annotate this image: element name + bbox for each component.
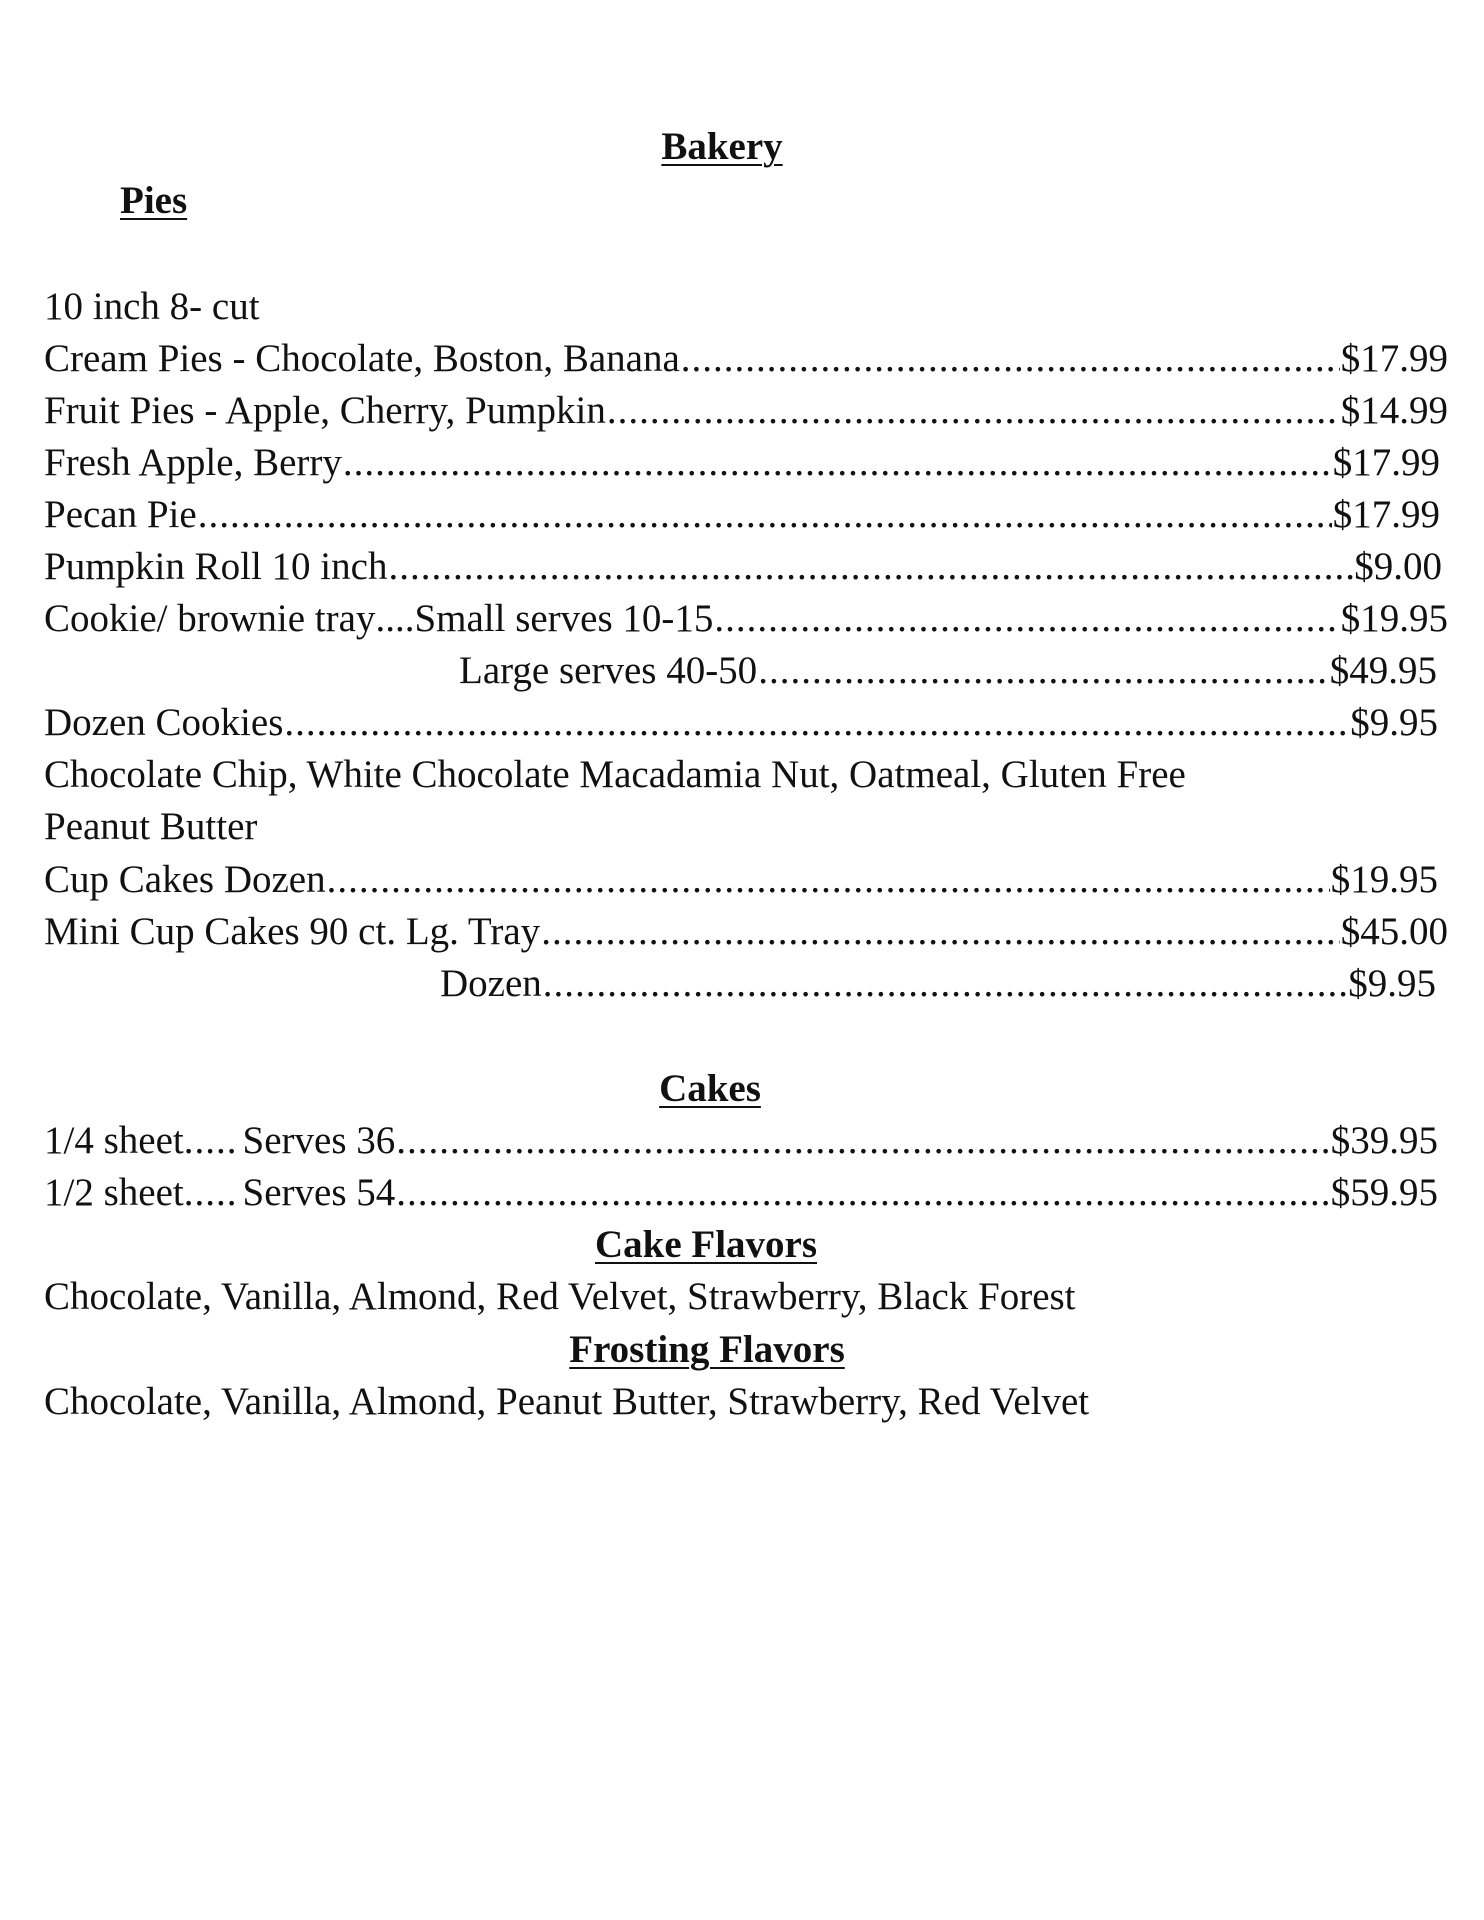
menu-row <box>44 599 1448 638</box>
dot-leader <box>714 599 1339 638</box>
menu-row <box>44 860 1438 899</box>
frosting-flavors-heading: Frosting Flavors <box>569 1328 845 1371</box>
cake-serves: Serves 54 <box>242 1171 396 1214</box>
menu-row <box>44 703 1438 742</box>
item-price: $14.99 <box>1340 389 1448 432</box>
menu-row <box>44 1173 1438 1212</box>
dot-leader <box>284 703 1349 742</box>
cakes-heading: Cakes <box>659 1067 761 1110</box>
short-dot-leader <box>184 1121 236 1160</box>
cake-flavors-heading: Cake Flavors <box>594 1223 818 1266</box>
item-label: Pumpkin Roll 10 inch <box>44 545 388 588</box>
tray-short-leader: .... <box>375 597 415 640</box>
short-dot-leader <box>184 1173 236 1212</box>
item-label: Fruit Pies - Apple, Cherry, Pumpkin <box>44 389 606 432</box>
item-label: Dozen <box>440 962 542 1005</box>
menu-row <box>44 391 1448 430</box>
item-price: $9.95 <box>1350 701 1438 744</box>
item-price: $9.95 <box>1348 962 1436 1005</box>
item-price: $49.95 <box>1329 649 1437 692</box>
item-price: $17.99 <box>1332 493 1440 536</box>
item-price: $39.95 <box>1330 1119 1438 1162</box>
dot-leader <box>198 495 1332 534</box>
dot-leader <box>388 547 1353 586</box>
pie-size-note: 10 inch 8- cut <box>44 285 260 328</box>
tray-small-label: Small serves 10-15 <box>414 597 714 640</box>
cake-size: 1/4 sheet <box>44 1119 184 1162</box>
dot-leader <box>327 860 1330 899</box>
cookie-flavors-line2: Peanut Butter <box>44 805 258 848</box>
menu-row <box>440 964 1436 1003</box>
item-price: $17.99 <box>1340 337 1448 380</box>
item-price: $19.95 <box>1340 597 1448 640</box>
menu-row <box>44 1121 1438 1160</box>
item-price: $45.00 <box>1340 910 1448 953</box>
menu-row <box>44 912 1448 951</box>
item-label: Dozen Cookies <box>44 701 284 744</box>
cookie-flavors-line1: Chocolate Chip, White Chocolate Macadamia Nut, Oatmeal, Gluten Free <box>44 753 1186 796</box>
dot-leader <box>541 912 1340 951</box>
item-label: Cup Cakes Dozen <box>44 858 326 901</box>
page-title: Bakery <box>661 125 783 168</box>
item-price: $19.95 <box>1330 858 1438 901</box>
dot-leader <box>543 964 1347 1003</box>
frosting-flavors-list: Chocolate, Vanilla, Almond, Peanut Butter, Strawberry, Red Velvet <box>44 1380 1090 1423</box>
pies-heading: Pies <box>120 179 188 222</box>
dot-leader <box>396 1173 1329 1212</box>
menu-row <box>44 443 1440 482</box>
menu-row <box>459 651 1437 690</box>
item-label: Pecan Pie <box>44 493 197 536</box>
item-price: $9.00 <box>1354 545 1442 588</box>
menu-row <box>44 339 1448 378</box>
item-label: Cream Pies - Chocolate, Boston, Banana <box>44 337 680 380</box>
item-label: Mini Cup Cakes 90 ct. Lg. Tray <box>44 910 541 953</box>
dot-leader <box>681 339 1340 378</box>
item-price: $17.99 <box>1332 441 1440 484</box>
menu-row <box>44 495 1440 534</box>
dot-leader <box>758 651 1329 690</box>
tray-label: Cookie/ brownie tray <box>44 597 376 640</box>
cake-size: 1/2 sheet <box>44 1171 184 1214</box>
dot-leader <box>396 1121 1329 1160</box>
dot-leader <box>343 443 1332 482</box>
dot-leader <box>607 391 1340 430</box>
tray-large-label: Large serves 40-50 <box>459 649 758 692</box>
item-label: Fresh Apple, Berry <box>44 441 342 484</box>
cake-serves: Serves 36 <box>242 1119 396 1162</box>
cake-flavors-list: Chocolate, Vanilla, Almond, Red Velvet, Strawberry, Black Forest <box>44 1275 1076 1318</box>
menu-row <box>44 547 1442 586</box>
item-price: $59.95 <box>1330 1171 1438 1214</box>
